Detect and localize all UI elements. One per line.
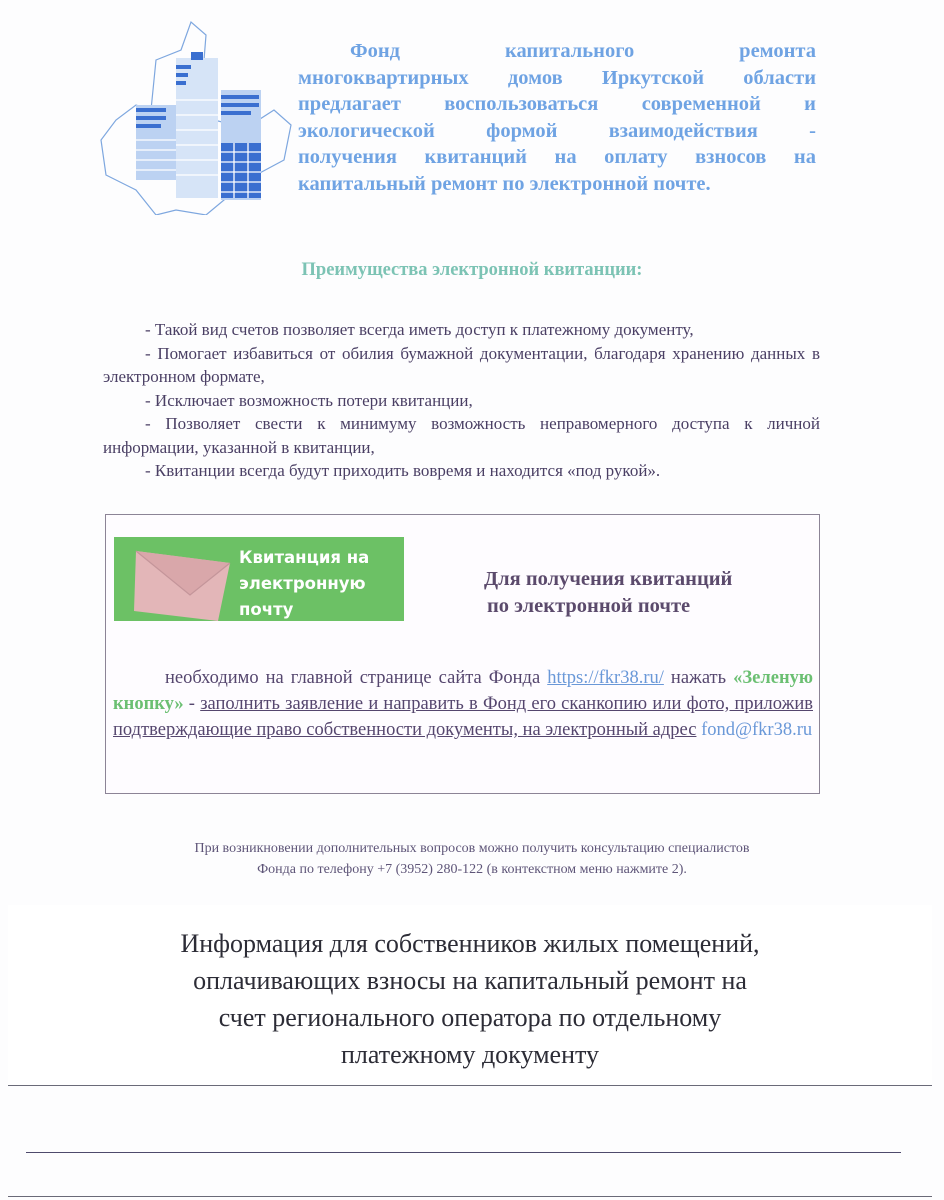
paper-edge [8,1196,932,1197]
contact-line: Фонда по телефону +7 (3952) 280-122 (в контекстном меню нажмите 2). [257,862,687,877]
notice-line: Информация для собственников жилых помещений, [180,929,760,958]
instructions-steps: заполнить заявление и направить в Фонд его сканкопию или фото, приложив подтверждающие право собственности документы, на электронный адрес [113,694,813,740]
banner-line: Квитанция на [239,548,370,567]
intro-line: предлагает воспользоваться современной и [298,93,816,115]
notice-line: платежному документу [340,1040,600,1069]
contact-info [0,838,944,880]
box-title-line: по электронной почте [487,595,691,617]
email-instructions [113,665,813,743]
owners-notice [8,905,932,1086]
site-link[interactable]: https://fkr38.ru/ [547,668,664,688]
box-title-line: Для получения квитанций [484,568,733,590]
intro-line: экологической формой взаимодействия - [298,119,816,142]
advantages-title: Преимущества электронной квитанции: [301,260,643,280]
advantage-item: - Исключает возможность потери квитанции, [145,390,473,410]
banner-line: почту [239,600,294,619]
green-button-mention: «Зеленую кнопку» [113,668,813,714]
email-link[interactable]: fond@fkr38.ru [701,720,813,740]
email-box-title [484,566,814,620]
email-receipt-banner [114,537,404,621]
envelope-icon [132,543,237,623]
intro-line: получения квитанций на оплату взносов на [298,146,816,168]
instructions-dash: - [183,694,201,714]
divider-line [26,1152,901,1153]
advantages-list [103,318,820,483]
intro-paragraph [298,38,816,197]
banner-text [239,545,404,623]
advantage-item: - Помогает избавиться от обилия бумажной документации, благодаря хранению данных в электронном формате, [103,343,820,386]
advantage-item: - Квитанции всегда будут приходить вовремя и находится «под рукой». [145,461,661,480]
intro-line: многоквартирных домов Иркутской области [298,66,816,89]
intro-line: Фонд капитального ремонта [350,40,816,62]
email-receipt-box [105,514,820,794]
intro-line: капитальный ремонт по электронной почте. [298,172,711,195]
advantage-item: - Такой вид счетов позволяет всегда иметь доступ к платежному документу, [145,320,694,339]
instructions-press: нажать [670,668,734,688]
instructions-lead: необходимо на главной странице сайта Фонда [165,668,548,688]
notice-line: оплачивающих взносы на капитальный ремонт на [193,966,747,995]
banner-line: электронную [239,574,366,593]
buildings-on-region-map-icon [96,10,296,215]
notice-title [8,925,932,1073]
notice-line: счет регионального оператора по отдельному [218,1003,722,1032]
contact-line: При возникновении дополнительных вопросов можно получить консультацию специалистов [194,841,750,856]
advantage-item: - Позволяет свести к минимуму возможность неправомерного доступа к личной информации, указанной в квитанции, [103,414,820,457]
